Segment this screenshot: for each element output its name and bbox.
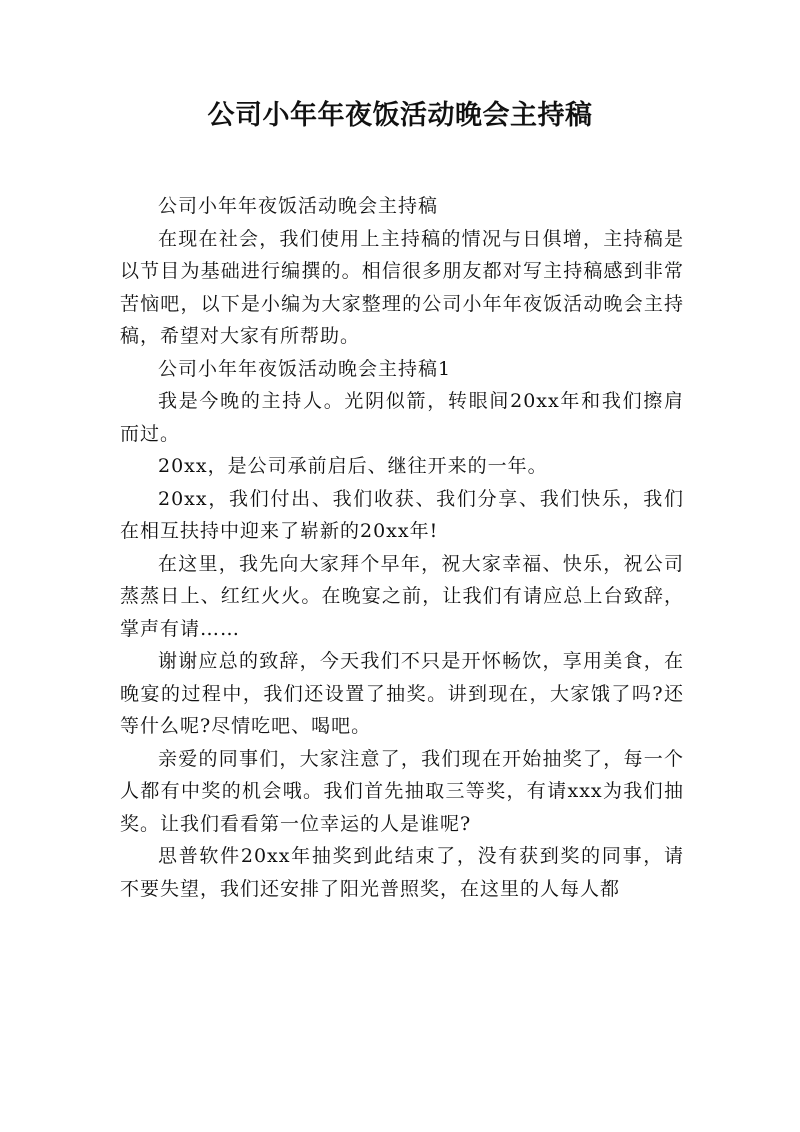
paragraph: 谢谢应总的致辞，今天我们不只是开怀畅饮，享用美食，在晚宴的过程中，我们还设置了抽奖。讲到现在，大家饿了吗?还等什么呢?尽情吃吧、喝吧。 (120, 650, 684, 737)
paragraph: 思普软件20xx年抽奖到此结束了，没有获到奖的同事，请不要失望，我们还安排了阳光普照奖，在这里的人每人都 (120, 845, 684, 900)
document-body (120, 190, 684, 905)
paragraph-intro: 在现在社会，我们使用上主持稿的情况与日俱增，主持稿是以节目为基础进行编撰的。相信很多朋友都对写主持稿感到非常苦恼吧，以下是小编为大家整理的公司小年年夜饭活动晚会主持稿，希望对大家有所帮助。 (120, 227, 684, 347)
paragraph: 20xx，是公司承前启后、继往开来的一年。 (158, 455, 548, 477)
paragraph-subtitle: 公司小年年夜饭活动晚会主持稿 (158, 195, 439, 217)
paragraph: 20xx，我们付出、我们收获、我们分享、我们快乐，我们在相互扶持中迎来了崭新的20xx年! (120, 487, 684, 542)
paragraph: 亲爱的同事们，大家注意了，我们现在开始抽奖了，每一个人都有中奖的机会哦。我们首先抽取三等奖，有请xxx为我们抽奖。让我们看看第一位幸运的人是谁呢? (120, 747, 684, 835)
document-title: 公司小年年夜饭活动晚会主持稿 (207, 100, 593, 131)
paragraph-section-heading: 公司小年年夜饭活动晚会主持稿1 (158, 357, 452, 380)
paragraph: 我是今晚的主持人。光阴似箭，转眼间20xx年和我们擦肩而过。 (120, 390, 684, 445)
paragraph: 在这里，我先向大家拜个早年，祝大家幸福、快乐，祝公司蒸蒸日上、红红火火。在晚宴之前，让我们有请应总上台致辞，掌声有请…… (120, 552, 684, 640)
